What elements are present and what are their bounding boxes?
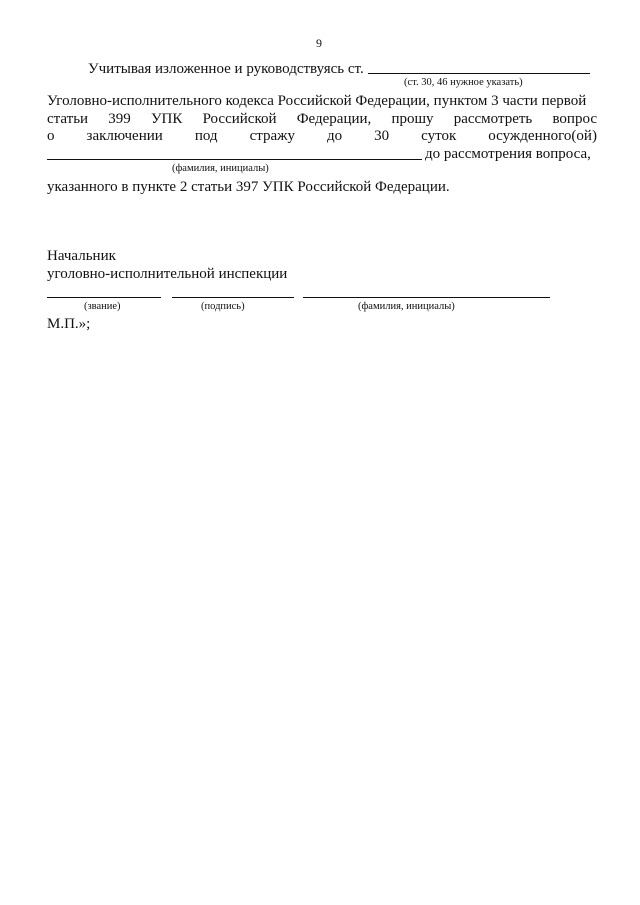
line-3-word: УПК xyxy=(150,111,183,127)
convict-name-hint: (фамилия, инициалы) xyxy=(172,163,269,174)
signer-title-1: Начальник xyxy=(47,248,116,264)
line-3-word: Федерации, xyxy=(296,111,372,127)
paragraph-line-5-tail: до рассмотрения вопроса, xyxy=(425,146,591,162)
line-4-word: осужденного(ой) xyxy=(488,128,597,144)
line-3-word: 399 xyxy=(108,111,131,127)
line-4-word: суток xyxy=(421,128,457,144)
line-3-word: прошу xyxy=(391,111,434,127)
paragraph-line-4 xyxy=(47,127,597,145)
convict-name-blank-line xyxy=(47,159,422,160)
page-number: 9 xyxy=(316,36,322,50)
signer-title-2: уголовно-исполнительной инспекции xyxy=(47,266,288,282)
signer-name-label: (фамилия, инициалы) xyxy=(358,301,455,312)
rank-blank-line xyxy=(47,297,161,298)
article-blank-line xyxy=(368,73,590,74)
line-4-word: заключении xyxy=(86,128,163,144)
paragraph-line-3 xyxy=(47,110,597,128)
line-4-word: 30 xyxy=(374,128,390,144)
line-3-word: вопрос xyxy=(552,111,597,127)
line-4-word: под xyxy=(194,128,218,144)
line-4-word: стражу xyxy=(249,128,295,144)
paragraph-line-2: Уголовно-исполнительного кодекса Российской Федерации, пунктом 3 части первой xyxy=(47,93,587,109)
line-4-word: до xyxy=(327,128,343,144)
signer-name-blank-line xyxy=(303,297,550,298)
stamp-place: М.П.»; xyxy=(47,316,91,332)
line-3-word: Российской xyxy=(202,111,277,127)
paragraph-line-6: указанного в пункте 2 статьи 397 УПК Российской Федерации. xyxy=(47,179,450,195)
rank-label: (звание) xyxy=(84,301,121,312)
article-hint: (ст. 30, 46 нужное указать) xyxy=(404,77,523,88)
line-4-word: о xyxy=(47,128,55,144)
line-3-word: рассмотреть xyxy=(453,111,533,127)
paragraph-line-1: Учитывая изложенное и руководствуясь ст. xyxy=(88,61,364,77)
signature-blank-line xyxy=(172,297,294,298)
signature-label: (подпись) xyxy=(201,301,245,312)
line-3-word: статьи xyxy=(47,111,89,127)
